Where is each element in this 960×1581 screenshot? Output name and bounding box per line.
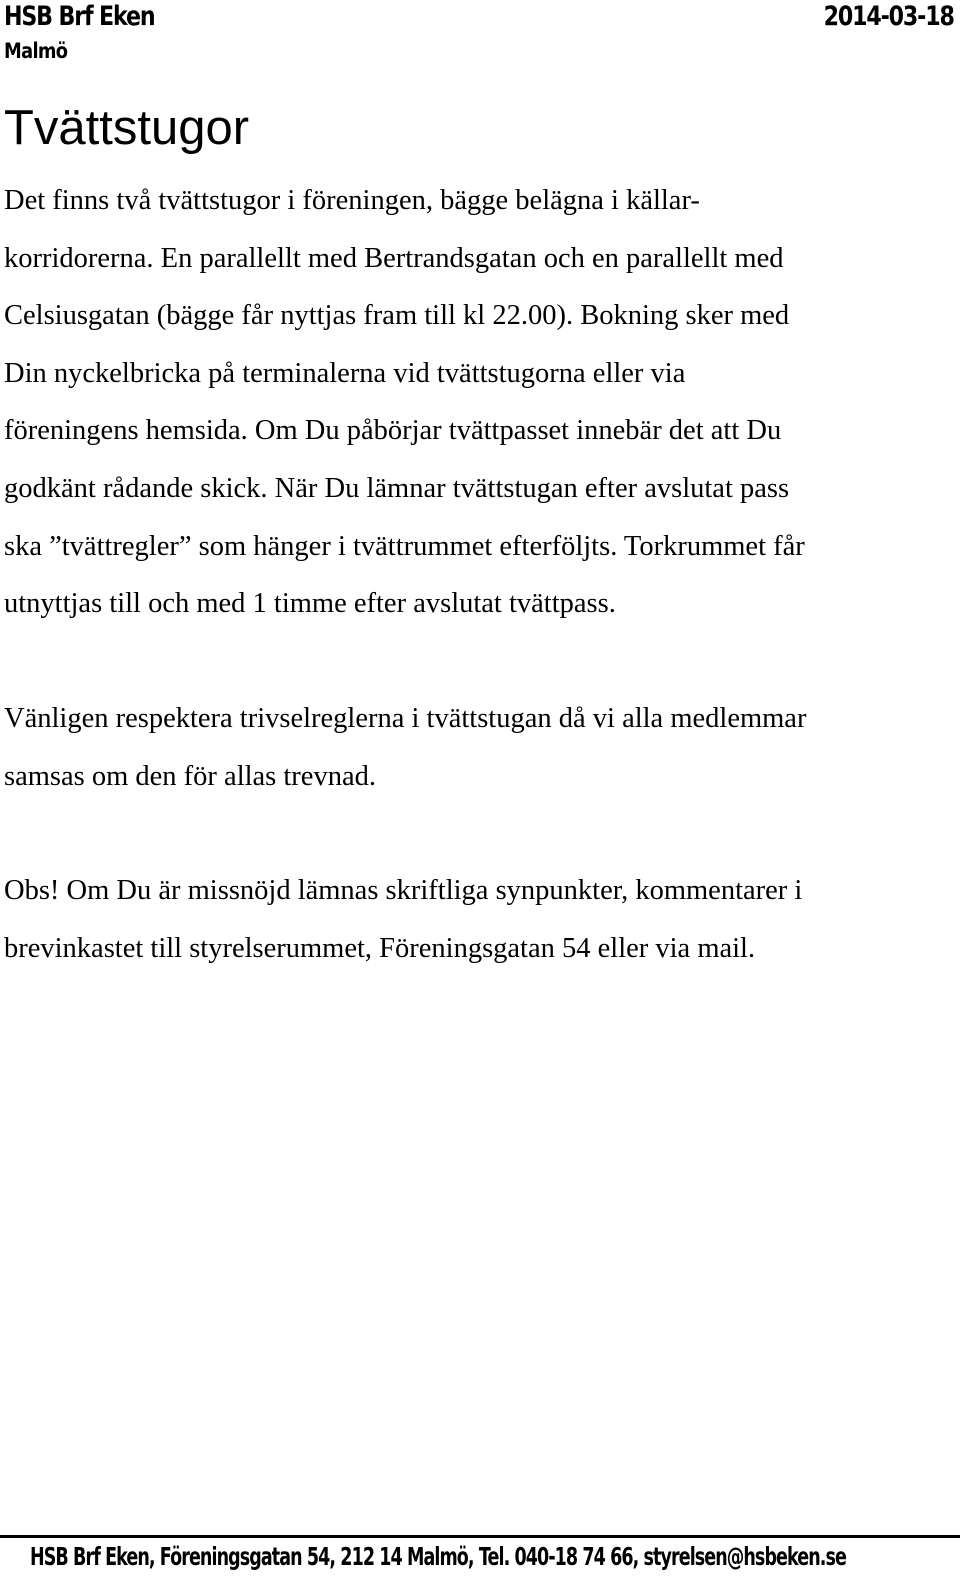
paragraph-line: ska ”tvättregler” som hänger i tvättrummet efterföljts. Torkrummet får	[4, 530, 805, 562]
paragraph-line: samsas om den för allas trevnad.	[4, 760, 376, 792]
paragraph-line: Din nyckelbricka på terminalerna vid tvättstugorna eller via	[4, 357, 686, 389]
page-title: Tvättstugor	[4, 101, 250, 155]
document-date: 2014-03-18	[823, 1, 954, 32]
paragraph-line: utnyttjas till och med 1 timme efter avslutat tvättpass.	[4, 588, 616, 620]
paragraph-line: Vänligen respektera trivselreglerna i tvättstugan då vi alla medlemmar	[4, 703, 807, 734]
page-header	[4, 0, 954, 70]
paragraph-complaints	[4, 862, 954, 977]
paragraph-line: Obs! Om Du är missnöjd lämnas skriftliga synpunkter, kommentarer i	[4, 875, 803, 906]
organization-name: HSB Brf Eken	[4, 1, 155, 32]
paragraph-line: korridorerna. En parallellt med Bertrandsgatan och en parallellt med	[4, 242, 784, 274]
paragraph-respect-rules	[4, 690, 954, 805]
paragraph-line: Celsiusgatan (bägge får nyttjas fram till kl 22.00). Bokning sker med	[4, 300, 790, 332]
paragraph-line: Det finns två tvättstugor i föreningen, bägge belägna i källar-	[4, 185, 700, 216]
city-name: Malmö	[4, 39, 68, 63]
paragraph-line: föreningens hemsida. Om Du påbörjar tvättpasset innebär det att Du	[4, 415, 782, 447]
paragraph-line: godkänt rådande skick. När Du lämnar tvättstugan efter avslutat pass	[4, 472, 790, 504]
footer-divider	[0, 1535, 960, 1538]
paragraph-laundry-rooms	[4, 172, 954, 633]
footer-contact: HSB Brf Eken, Föreningsgatan 54, 212 14 Malmö, Tel. 040-18 74 66, styrelsen@hsbeken.se	[30, 1542, 846, 1571]
paragraph-line: brevinkastet till styrelserummet, Föreningsgatan 54 eller via mail.	[4, 932, 756, 964]
